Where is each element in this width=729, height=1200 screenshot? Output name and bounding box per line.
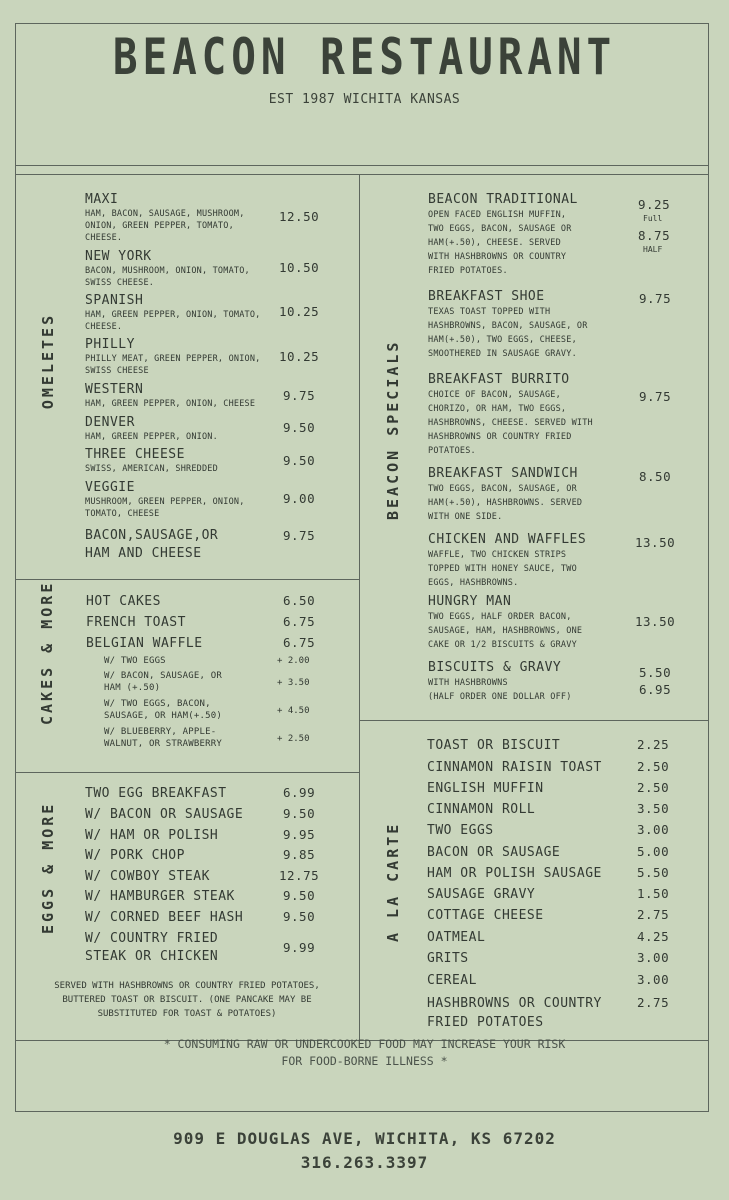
item-price: 9.50 bbox=[283, 806, 316, 821]
item-name: WESTERN bbox=[85, 382, 144, 397]
menu-item-name: BELGIAN WAFFLE bbox=[86, 636, 203, 651]
menu-item bbox=[428, 465, 582, 524]
menu-item-name: OATMEAL bbox=[427, 930, 486, 945]
omeletes-divider bbox=[15, 579, 359, 580]
menu-item bbox=[85, 292, 260, 333]
item-price: 4.25 bbox=[637, 929, 670, 944]
item-desc: HAM, GREEN PEPPER, ONION, CHEESE bbox=[85, 399, 256, 409]
item-desc: BACON, MUSHROOM, ONION, TOMATO, SWISS CHEESE. bbox=[85, 266, 250, 288]
item-name: THREE CHEESE bbox=[85, 447, 185, 462]
item-price: 9.50 bbox=[283, 909, 316, 924]
item-name: BISCUITS & GRAVY bbox=[428, 660, 562, 675]
addon-name: W/ BLUEBERRY, APPLE- WALNUT, OR STRAWBERRY bbox=[104, 727, 222, 749]
item-name: CHICKEN AND WAFFLES bbox=[428, 532, 587, 547]
menu-item bbox=[85, 479, 245, 520]
menu-item-name: TOAST OR BISCUIT bbox=[427, 738, 561, 753]
menu-item-name: W/ HAM OR POLISH bbox=[85, 828, 219, 843]
item-price: 9.25 bbox=[638, 197, 671, 212]
item-name: SPANISH bbox=[85, 293, 144, 308]
item-desc: HAM, GREEN PEPPER, ONION, TOMATO, CHEESE. bbox=[85, 310, 261, 332]
item-desc: TEXAS TOAST TOPPED WITH HASHBROWNS, BACON, SAUSAGE, OR HAM(+.50), TWO EGGS, CHEESE, SMOOTHERED IN SAUSAGE GRAVY. bbox=[428, 307, 588, 359]
item-price: 3.00 bbox=[637, 972, 670, 987]
item-name: PHILLY bbox=[85, 337, 135, 352]
item-name: VEGGIE bbox=[85, 480, 135, 495]
item-desc: WITH HASHBROWNS (HALF ORDER ONE DOLLAR OFF) bbox=[428, 678, 572, 702]
item-price: 5.50 bbox=[637, 865, 670, 880]
menu-item-name: W/ HAMBURGER STEAK bbox=[85, 889, 235, 904]
menu-item-name: CINNAMON ROLL bbox=[427, 802, 536, 817]
item-price: 8.50 bbox=[639, 469, 672, 484]
item-desc: OPEN FACED ENGLISH MUFFIN, TWO EGGS, BACON, SAUSAGE OR HAM(+.50), CHEESE. SERVED WITH HASHBROWNS OR COUNTRY FRIED POTATOES. bbox=[428, 210, 572, 276]
item-price: 3.00 bbox=[637, 822, 670, 837]
item-price: 10.50 bbox=[279, 260, 320, 275]
menu-item bbox=[428, 371, 593, 458]
item-price: 9.75 bbox=[283, 528, 316, 543]
menu-item bbox=[428, 659, 572, 704]
addon-name: W/ BACON, SAUSAGE, OR HAM (+.50) bbox=[104, 671, 222, 693]
menu-item bbox=[85, 191, 245, 244]
item-price: 6.75 bbox=[283, 635, 316, 650]
menu-item bbox=[85, 336, 260, 377]
item-price: 2.50 bbox=[637, 759, 670, 774]
item-price: 3.50 bbox=[637, 801, 670, 816]
menu-item-name: W/ COWBOY STEAK bbox=[85, 869, 210, 884]
item-price: 9.75 bbox=[283, 388, 316, 403]
item-desc: MUSHROOM, GREEN PEPPER, ONION, TOMATO, CHEESE bbox=[85, 497, 245, 519]
menu-item-name: W/ COUNTRY FRIED STEAK OR CHICKEN bbox=[85, 931, 219, 964]
menu-item-name: TWO EGG BREAKFAST bbox=[85, 786, 227, 801]
item-price: 9.50 bbox=[283, 420, 316, 435]
menu-item-name: TWO EGGS bbox=[427, 823, 494, 838]
item-price: 12.75 bbox=[279, 868, 320, 883]
item-price: 1.50 bbox=[637, 886, 670, 901]
price-note-half: HALF bbox=[643, 245, 663, 254]
item-desc: TWO EGGS, BACON, SAUSAGE, OR HAM(+.50), HASHBROWNS. SERVED WITH ONE SIDE. bbox=[428, 484, 583, 522]
item-name: MAXI bbox=[85, 192, 119, 207]
menu-item-name: W/ CORNED BEEF HASH bbox=[85, 910, 244, 925]
item-price: 9.50 bbox=[283, 888, 316, 903]
cakes-divider bbox=[15, 772, 359, 773]
section-label-alacarte: A LA CARTE bbox=[384, 821, 402, 942]
item-desc: CHOICE OF BACON, SAUSAGE, CHORIZO, OR HAM, TWO EGGS, HASHBROWNS, CHEESE. SERVED WITH HASHBROWNS OR COUNTRY FRIED POTATOES. bbox=[428, 390, 593, 456]
restaurant-phone: 316.263.3397 bbox=[300, 1153, 429, 1172]
menu-item bbox=[85, 381, 255, 410]
item-name: HUNGRY MAN bbox=[428, 594, 512, 609]
menu-item bbox=[428, 191, 578, 278]
header-divider bbox=[15, 165, 709, 166]
menu-item-name: GRITS bbox=[427, 951, 469, 966]
menu-item bbox=[428, 593, 582, 652]
item-price: 9.99 bbox=[283, 940, 316, 955]
item-price: 6.50 bbox=[283, 593, 316, 608]
menu-item-name: COTTAGE CHEESE bbox=[427, 908, 544, 923]
menu-item-name: SAUSAGE GRAVY bbox=[427, 887, 536, 902]
item-price: 6.75 bbox=[283, 614, 316, 629]
item-price: 12.50 bbox=[279, 209, 320, 224]
item-price: 9.00 bbox=[283, 491, 316, 506]
menu-item-name: BACON OR SAUSAGE bbox=[427, 845, 561, 860]
addon-price: + 4.50 bbox=[277, 706, 310, 716]
item-desc: HAM, GREEN PEPPER, ONION. bbox=[85, 432, 218, 442]
addon-price: + 3.50 bbox=[277, 678, 310, 688]
item-name: BEACON TRADITIONAL bbox=[428, 192, 578, 207]
item-price: 6.99 bbox=[283, 785, 316, 800]
item-desc: SWISS, AMERICAN, SHREDDED bbox=[85, 464, 218, 474]
menu-item bbox=[428, 288, 588, 361]
addon-price: + 2.50 bbox=[277, 734, 310, 744]
menu-item-name: ENGLISH MUFFIN bbox=[427, 781, 544, 796]
eggs-note: SERVED WITH HASHBROWNS OR COUNTRY FRIED POTATOES, BUTTERED TOAST OR BISCUIT. (ONE PANCAKE MAY BE SUBSTITUTED FOR TOAST & POTATOES) bbox=[54, 981, 320, 1019]
menu-item-name: W/ PORK CHOP bbox=[85, 848, 185, 863]
item-name: BREAKFAST SHOE bbox=[428, 289, 545, 304]
menu-item-name: FRENCH TOAST bbox=[86, 615, 186, 630]
section-label-eggs: EGGS & MORE bbox=[39, 801, 57, 934]
item-name: BREAKFAST SANDWICH bbox=[428, 466, 578, 481]
menu-item bbox=[85, 527, 218, 563]
item-price: 9.95 bbox=[283, 827, 316, 842]
menu-item bbox=[85, 414, 218, 443]
item-price: 9.50 bbox=[283, 453, 316, 468]
item-price: 13.50 bbox=[635, 535, 676, 550]
item-desc: TWO EGGS, HALF ORDER BACON, SAUSAGE, HAM, HASHBROWNS, ONE CAKE OR 1/2 BISCUITS & GRAVY bbox=[428, 612, 583, 650]
item-price: 3.00 bbox=[637, 950, 670, 965]
section-label-omeletes: OMELETES bbox=[39, 312, 57, 410]
item-price-half: 8.75 bbox=[638, 228, 671, 243]
price-note: Full bbox=[643, 214, 663, 223]
item-desc: HAM, BACON, SAUSAGE, MUSHROOM, ONION, GREEN PEPPER, TOMATO, CHEESE. bbox=[85, 209, 245, 243]
addon-name: W/ TWO EGGS bbox=[104, 656, 166, 666]
item-price: 10.25 bbox=[279, 304, 320, 319]
item-name: BACON,SAUSAGE,OR HAM AND CHEESE bbox=[85, 528, 219, 561]
item-name: DENVER bbox=[85, 415, 135, 430]
food-safety-warning: * CONSUMING RAW OR UNDERCOOKED FOOD MAY INCREASE YOUR RISK FOR FOOD-BORNE ILLNESS * bbox=[163, 1037, 566, 1068]
menu-item-name: HOT CAKES bbox=[86, 594, 161, 609]
item-desc: PHILLY MEAT, GREEN PEPPER, ONION, SWISS CHEESE bbox=[85, 354, 261, 376]
item-price: 2.50 bbox=[637, 780, 670, 795]
item-price: 5.00 bbox=[637, 844, 670, 859]
item-price: 10.25 bbox=[279, 349, 320, 364]
item-price: 2.75 bbox=[637, 907, 670, 922]
menu-item-name: HASHBROWNS OR COUNTRY FRIED POTATOES bbox=[427, 996, 602, 1030]
menu-item-name: HAM OR POLISH SAUSAGE bbox=[427, 866, 602, 881]
menu-item bbox=[85, 248, 250, 289]
addon-name: W/ TWO EGGS, BACON, SAUSAGE, OR HAM(+.50) bbox=[104, 699, 222, 721]
header-divider-2 bbox=[15, 174, 709, 175]
restaurant-title: BEACON RESTAURANT bbox=[112, 28, 617, 86]
item-price: 9.75 bbox=[639, 389, 672, 404]
column-divider bbox=[359, 174, 360, 1040]
restaurant-address: 909 E DOUGLAS AVE, WICHITA, KS 67202 bbox=[173, 1129, 556, 1148]
menu-item bbox=[428, 531, 586, 590]
specials-divider bbox=[359, 720, 709, 721]
menu-item-name: W/ BACON OR SAUSAGE bbox=[85, 807, 244, 822]
section-label-specials: BEACON SPECIALS bbox=[384, 339, 402, 520]
item-name: BREAKFAST BURRITO bbox=[428, 372, 570, 387]
item-price: 9.85 bbox=[283, 847, 316, 862]
item-price: 2.75 bbox=[637, 995, 670, 1010]
item-price: 9.75 bbox=[639, 291, 672, 306]
menu-item-name: CINNAMON RAISIN TOAST bbox=[427, 760, 602, 775]
menu-item bbox=[85, 446, 218, 475]
section-label-cakes: CAKES & MORE bbox=[38, 580, 56, 725]
item-price-2: 6.95 bbox=[639, 682, 672, 697]
item-price: 2.25 bbox=[637, 737, 670, 752]
item-price: 13.50 bbox=[635, 614, 676, 629]
item-desc: WAFFLE, TWO CHICKEN STRIPS TOPPED WITH HONEY SAUCE, TWO EGGS, HASHBROWNS. bbox=[428, 550, 577, 588]
item-name: NEW YORK bbox=[85, 249, 152, 264]
addon-price: + 2.00 bbox=[277, 656, 310, 666]
restaurant-subtitle: EST 1987 WICHITA KANSAS bbox=[268, 92, 461, 107]
item-price: 5.50 bbox=[639, 665, 672, 680]
menu-item-name: CEREAL bbox=[427, 973, 477, 988]
